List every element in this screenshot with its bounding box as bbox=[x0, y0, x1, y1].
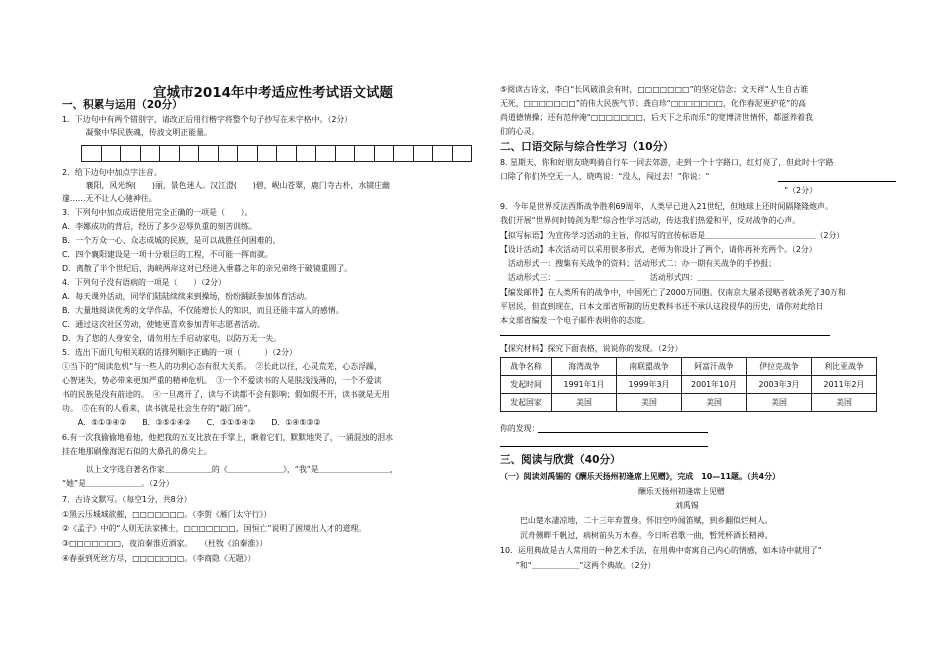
grid-cell[interactable] bbox=[296, 145, 317, 162]
q6-passage: 6.有一次我偷偷地看他，他把我的五支比放在手掌上，瞅着它们，默默地哭了，一涌混浊的泪水 bbox=[62, 433, 394, 442]
table-cell: 2011年2月 bbox=[812, 376, 877, 394]
grid-cell[interactable] bbox=[335, 145, 356, 162]
grid-cell[interactable] bbox=[354, 145, 375, 162]
q2-text: 2．给下边句中加点字注音。 bbox=[62, 168, 162, 177]
q7-item-3[interactable]: ③□□□□□□□，夜泊秦淮近酒家。 （杜牧《泊秦淮》） bbox=[62, 539, 268, 548]
q5-text: 5．选出下面几句相关联的话排列顺序正确的一项（ ）（2分） bbox=[62, 348, 297, 357]
grid-cell[interactable] bbox=[315, 145, 336, 162]
q5-sentences: ①当下的“阅读危机”与一些人的功利心态有很大关系。 ②长此以往，心灵荒芜，心态浮躁， bbox=[62, 362, 382, 371]
q9-activity-blanks[interactable]: 活动形式三：＿＿＿＿＿＿＿＿＿＿ 活动形式四：＿＿＿＿＿＿＿＿＿＿＿ bbox=[500, 273, 785, 282]
table-cell: 美国 bbox=[617, 394, 682, 412]
table-cell: 伊拉克战争 bbox=[747, 358, 812, 376]
grid-cell[interactable] bbox=[179, 145, 200, 162]
q7-item-2[interactable]: ②《孟子》中的“人则无法家拂士，□□□□□□□，国恒亡”说明了困境出人才的道理。 bbox=[62, 524, 367, 533]
table-cell: 阿富汗战争 bbox=[682, 358, 747, 376]
q4-option-b: B．大量地阅读优秀的文学作品，不仅能增长人的知识，而且还能丰富人的感情。 bbox=[62, 306, 344, 315]
q5-options: A．⑤①③④② B．③⑤①④② C．③①⑤④② D．①④⑤③② bbox=[62, 418, 321, 427]
q1-text: 1．下边句中有两个错别字，请改正后用行楷字将整个句子抄写在米字格中。（2分） bbox=[62, 115, 353, 124]
grid-cell[interactable] bbox=[393, 145, 414, 162]
q9-email-cont: 本文部省编发一个电子邮件表明你的态度。 bbox=[500, 316, 650, 325]
q7-item-1[interactable]: ①黑云压城城欲摧，□□□□□□□。（李贺《雁门太守行》） bbox=[62, 510, 272, 519]
q9-email-cont: 平居民，但直到现在，日本文部省所制的历史教科书还不承认这段侵华的历史，请你对此给日 bbox=[500, 302, 824, 311]
grid-cell[interactable] bbox=[159, 145, 180, 162]
q9-text-cont: 我们开展“世界何时铸剑为犁”综合性学习活动，传达我们热爱和平，反对战争的心声。 bbox=[500, 216, 801, 225]
q6-passage: 挂在地那刷像海泥石似的大鼻孔的鼻尖上。 bbox=[62, 447, 212, 456]
table-row bbox=[501, 358, 877, 376]
poem-line: 巴山楚水凄凉地，二十三年弃置身。怀旧空吟闻笛赋，到乡翻似烂柯人。 bbox=[520, 516, 773, 525]
table-cell: 美国 bbox=[682, 394, 747, 412]
sub-section-1: （一）阅读刘禹锡的《酬乐天扬州初逢席上见赠》，完成 10—11题。（共4分） bbox=[500, 472, 780, 481]
q5-sentences: 功。 ⑤在有的人看来，读书就是社会生存的“敲门砖”。 bbox=[62, 404, 256, 413]
writing-grid[interactable] bbox=[82, 145, 472, 162]
q9-activity-forms: 活动形式一：搜集有关战争的资料；活动形式二：办一期有关战争的手抄报； bbox=[500, 259, 777, 268]
q5-sentences: 书的民族是没有前途的。 ④一旦离开了，读与不读都不会有影响；假如假不开，读书就是无用 bbox=[62, 390, 390, 399]
q10-text: 10．运用典故是古人常用的一种艺术手法，在用典中寄寓自己内心的情感，如本诗中就用了“ bbox=[500, 546, 822, 555]
q9-email: 【编发邮件】在人类所有的战争中，中国死亡了2000万同胞。仅南京大屠杀侵略者就杀死了30万和 bbox=[500, 288, 846, 297]
q8-answer-line[interactable] bbox=[778, 181, 896, 182]
section-1-heading: 一、积累与运用（20分） bbox=[62, 99, 183, 111]
table-row bbox=[501, 394, 877, 412]
grid-cell[interactable] bbox=[237, 145, 258, 162]
q4-option-d: D．为了您的人身安全，请勿用左手启动家电，以防万无一失。 bbox=[62, 334, 282, 343]
q9-slogan[interactable]: 【拟写标语】为宣传学习活动的主旨，你拟写的宣传标语是＿＿＿＿＿＿＿＿＿＿＿＿＿＿（2分） bbox=[500, 231, 845, 240]
q6-blanks[interactable]: 以上文字选自著名作家＿＿＿＿＿＿的《＿＿＿＿＿＿＿》，“我”是＿＿＿＿＿＿＿＿＿， bbox=[62, 465, 398, 474]
q7-item-5[interactable]: ⑤阅读古诗文，李白“长风破浪会有时，□□□□□□□”的坚定信念；文天祥“人生自古谁 bbox=[500, 85, 809, 94]
q2-passage-cont: 邃……无不让人心驰神往。 bbox=[62, 194, 157, 203]
finding-line[interactable] bbox=[500, 446, 708, 447]
q3-text: 3．下列句中加点成语使用完全正确的一项是（ ）。 bbox=[62, 208, 253, 217]
section-3-heading: 三、阅读与欣赏（40分） bbox=[500, 454, 621, 466]
table-cell: 美国 bbox=[812, 394, 877, 412]
grid-cell[interactable] bbox=[140, 145, 161, 162]
q2-passage: 襄阳，风光绚( )丽，景色迷人。汉江澄( )碧，岘山苍翠，鹿门寺古朴，水镜庄幽 bbox=[62, 181, 390, 190]
table-cell: 美国 bbox=[552, 394, 617, 412]
table-row bbox=[501, 376, 877, 394]
q7-item-5-cont: 们的心灵。 bbox=[500, 127, 540, 136]
q8-text-cont[interactable]: ”（2分） bbox=[500, 186, 817, 195]
war-table bbox=[500, 357, 877, 412]
q7-item-4[interactable]: ④春蚕到死丝方尽，□□□□□□□。（李商隐《无题》） bbox=[62, 554, 256, 563]
q3-option-d: D．离散了半个世纪后，海峡两岸这对已经进入垂暮之年的亲兄弟终于破镜重圆了。 bbox=[62, 264, 353, 273]
grid-cell[interactable] bbox=[198, 145, 219, 162]
table-cell: 1999年3月 bbox=[617, 376, 682, 394]
table-cell: 海湾战争 bbox=[552, 358, 617, 376]
finding-label: 你的发现： bbox=[500, 424, 540, 433]
section-2-heading: 二、口语交际与综合性学习（10分） bbox=[500, 141, 674, 153]
q4-option-a: A．每天课外活动，同学们陆陆续续来到操场，纷纷踊跃参加体育活动。 bbox=[62, 292, 313, 301]
table-cell: 2003年3月 bbox=[747, 376, 812, 394]
grid-cell[interactable] bbox=[374, 145, 395, 162]
grid-cell[interactable] bbox=[101, 145, 122, 162]
email-answer-line[interactable] bbox=[500, 335, 830, 336]
q8-text-cont: 口除了你们外空无一人，晓鸣说：“没人，闯过去！”你说：“ bbox=[500, 172, 710, 181]
table-cell: 南联盟战争 bbox=[617, 358, 682, 376]
q3-option-c: C．四个襄阳建设是一项十分艰巨的工程，不可能一挥而就。 bbox=[62, 250, 273, 259]
grid-cell[interactable] bbox=[120, 145, 141, 162]
q8-text: 8. 星期天，你和好朋友晓鸣骑自行车一同去郊游，走到一个十字路口，红灯亮了，但此时十字路 bbox=[500, 158, 834, 167]
grid-cell[interactable] bbox=[276, 145, 297, 162]
poem-line: 沉舟侧畔千帆过，病树前头万木春。今日听君歌一曲，暂凭杯酒长精神。 bbox=[520, 531, 773, 540]
q10-blanks[interactable]: ”和“＿＿＿＿＿＿”这两个典故。（2分） bbox=[500, 561, 656, 570]
q9-explore: 【探究材料】探究下面表格，说说你的发现。（2分） bbox=[500, 344, 683, 353]
table-cell: 发起时间 bbox=[501, 376, 552, 394]
q7-item-5-cont[interactable]: 尚道德情操；还有范仲淹“□□□□□□□，后天下之乐而乐”的宽博济世情怀，都滋养着我 bbox=[500, 113, 813, 122]
grid-cell[interactable] bbox=[452, 145, 473, 162]
table-cell: 美国 bbox=[747, 394, 812, 412]
q7-text: 7．古诗文默写。（每空1分，共8分） bbox=[62, 495, 192, 504]
q4-option-c: C．通过这次社区劳动，使她更喜欢参加青年志愿者活动。 bbox=[62, 320, 265, 329]
poem-author: 刘禹锡 bbox=[675, 501, 699, 510]
grid-cell[interactable] bbox=[81, 145, 102, 162]
q9-text: 9．今年是世界反法西斯战争胜利69周年，人类早已进入21世纪，但地球上还时间隔隆隆炮声。 bbox=[500, 202, 833, 211]
finding-line[interactable] bbox=[538, 432, 708, 433]
grid-cell[interactable] bbox=[218, 145, 239, 162]
q3-option-a: A．李娜成功的背后，经历了多少忍辱负重的刻苦训练。 bbox=[62, 222, 257, 231]
exam-title: 宜城市2014年中考适应性考试语文试题 bbox=[152, 85, 394, 101]
table-cell: 2001年10月 bbox=[682, 376, 747, 394]
q3-option-b: B．一个万众一心、众志成城的民族，是可以战胜任何困难的。 bbox=[62, 236, 281, 245]
q4-text: 4．下列句子没有语病的一项是（ ）（2分） bbox=[62, 278, 226, 287]
q9-activity: 【设计活动】本次活动可以采用很多形式，老师为你设计了两个，请你再补充两个。（2分） bbox=[500, 245, 817, 254]
table-cell: 利比亚战争 bbox=[812, 358, 877, 376]
grid-cell[interactable] bbox=[432, 145, 453, 162]
grid-cell[interactable] bbox=[257, 145, 278, 162]
q5-sentences: 心智迷失，势必带来更加严重的精神危机。 ③一个不爱读书的人是肤浅浅薄的，一个不爱读 bbox=[62, 376, 382, 385]
table-cell: 战争名称 bbox=[501, 358, 552, 376]
table-cell: 1991年1月 bbox=[552, 376, 617, 394]
q1-sentence: 凝聚中华民族魂，传波文明正能量。 bbox=[62, 128, 212, 137]
table-cell: 发起国家 bbox=[501, 394, 552, 412]
q6-blanks-cont[interactable]: “她”是＿＿＿＿＿＿＿。（2分） bbox=[62, 479, 174, 488]
grid-cell[interactable] bbox=[413, 145, 434, 162]
q7-item-5-cont[interactable]: 无死，□□□□□□□”的伟大民族气节；龚自珍“□□□□□□□，化作春泥更护花”的高 bbox=[500, 99, 807, 108]
poem-title: 酬乐天扬州初逢席上见赠 bbox=[638, 487, 725, 496]
